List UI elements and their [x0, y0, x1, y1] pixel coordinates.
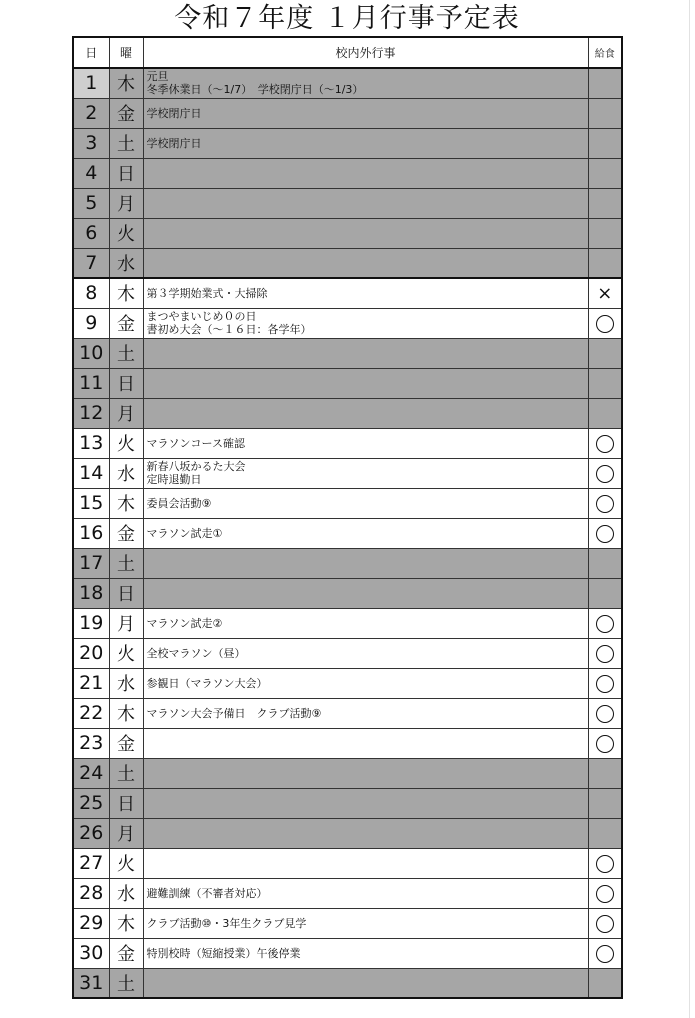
weekday-cell: 日 — [109, 788, 143, 818]
events-cell — [143, 68, 588, 98]
lunch-served-mark — [596, 525, 614, 543]
lunch-served-mark — [596, 915, 614, 933]
events-cell — [143, 248, 588, 278]
day-cell: 5 — [73, 188, 109, 218]
day-cell: 2 — [73, 98, 109, 128]
day-cell: 26 — [73, 818, 109, 848]
day-cell: 23 — [73, 728, 109, 758]
events-cell — [143, 878, 588, 908]
weekday-cell: 水 — [109, 878, 143, 908]
weekday-cell: 日 — [109, 158, 143, 188]
weekday-cell: 木 — [109, 908, 143, 938]
lunch-served-mark — [596, 735, 614, 753]
weekday-cell: 土 — [109, 758, 143, 788]
lunch-cell — [588, 248, 622, 278]
lunch-cell — [588, 368, 622, 398]
lunch-cell — [588, 68, 622, 98]
table-row — [73, 428, 622, 458]
table-row — [73, 278, 622, 308]
lunch-cell — [588, 698, 622, 728]
lunch-served-mark — [596, 855, 614, 873]
event-text: 定時退勤日 — [146, 473, 202, 486]
event-text: 元旦 — [146, 70, 169, 84]
table-row — [73, 128, 622, 158]
weekday-cell: 月 — [109, 818, 143, 848]
lunch-cell — [588, 308, 622, 338]
lunch-cell — [588, 608, 622, 638]
page-title: 令和７年度 １月行事予定表 — [174, 3, 520, 34]
day-cell: 19 — [73, 608, 109, 638]
day-cell: 10 — [73, 338, 109, 368]
event-text: マラソン試走① — [146, 526, 223, 540]
event-text: 新春八坂かるた大会 — [146, 460, 246, 473]
lunch-none-mark: × — [597, 282, 613, 304]
day-cell: 24 — [73, 758, 109, 788]
events-cell — [143, 98, 588, 128]
weekday-cell: 木 — [109, 68, 143, 98]
events-cell — [143, 848, 588, 878]
table-row — [73, 218, 622, 248]
events-cell — [143, 308, 588, 338]
day-cell: 11 — [73, 368, 109, 398]
lunch-served-mark — [596, 615, 614, 633]
event-text: 委員会活動⑨ — [146, 496, 212, 510]
events-cell — [143, 278, 588, 308]
events-cell — [143, 818, 588, 848]
events-cell — [143, 338, 588, 368]
lunch-cell — [588, 638, 622, 668]
day-cell: 14 — [73, 458, 109, 488]
table-row — [73, 308, 622, 338]
weekday-cell: 水 — [109, 668, 143, 698]
lunch-cell — [588, 848, 622, 878]
day-cell: 16 — [73, 518, 109, 548]
lunch-served-mark — [596, 885, 614, 903]
table-row — [73, 338, 622, 368]
lunch-cell — [588, 758, 622, 788]
lunch-cell — [588, 968, 622, 998]
header-events: 校内外行事 — [143, 37, 588, 68]
table-row — [73, 728, 622, 758]
weekday-cell: 月 — [109, 608, 143, 638]
event-text: 書初め大会（～１６日：各学年） — [146, 323, 312, 336]
lunch-cell — [588, 728, 622, 758]
weekday-cell: 木 — [109, 698, 143, 728]
weekday-cell: 水 — [109, 458, 143, 488]
day-cell: 20 — [73, 638, 109, 668]
weekday-cell: 月 — [109, 188, 143, 218]
table-row — [73, 578, 622, 608]
events-cell — [143, 128, 588, 158]
events-cell — [143, 548, 588, 578]
weekday-cell: 金 — [109, 308, 143, 338]
events-cell — [143, 368, 588, 398]
lunch-cell — [588, 878, 622, 908]
events-cell — [143, 218, 588, 248]
table-row — [73, 758, 622, 788]
day-cell: 12 — [73, 398, 109, 428]
event-text: 全校マラソン（昼） — [146, 646, 246, 660]
lunch-cell — [588, 488, 622, 518]
events-cell — [143, 638, 588, 668]
weekday-cell: 金 — [109, 98, 143, 128]
table-row — [73, 818, 622, 848]
schedule-body — [73, 68, 622, 998]
weekday-cell: 土 — [109, 548, 143, 578]
weekday-cell: 木 — [109, 278, 143, 308]
header-row — [73, 37, 622, 68]
events-cell — [143, 488, 588, 518]
table-row — [73, 518, 622, 548]
weekday-cell: 火 — [109, 848, 143, 878]
day-cell: 4 — [73, 158, 109, 188]
lunch-served-mark — [596, 315, 614, 333]
event-text: マラソンコース確認 — [146, 436, 245, 450]
header-lunch: 給食 — [588, 37, 622, 68]
weekday-cell: 月 — [109, 398, 143, 428]
weekday-cell: 火 — [109, 218, 143, 248]
lunch-cell — [588, 818, 622, 848]
events-cell — [143, 968, 588, 998]
day-cell: 8 — [73, 278, 109, 308]
weekday-cell: 土 — [109, 968, 143, 998]
header-weekday: 曜 — [109, 37, 143, 68]
events-cell — [143, 908, 588, 938]
events-cell — [143, 938, 588, 968]
lunch-cell — [588, 518, 622, 548]
table-row — [73, 158, 622, 188]
day-cell: 29 — [73, 908, 109, 938]
lunch-served-mark — [596, 435, 614, 453]
table-row — [73, 188, 622, 218]
table-row — [73, 368, 622, 398]
lunch-cell — [588, 428, 622, 458]
day-cell: 31 — [73, 968, 109, 998]
day-cell: 25 — [73, 788, 109, 818]
event-text: 参観日（マラソン大会） — [146, 676, 268, 690]
lunch-cell — [588, 458, 622, 488]
events-cell — [143, 188, 588, 218]
table-row — [73, 938, 622, 968]
day-cell: 9 — [73, 308, 109, 338]
lunch-served-mark — [596, 675, 614, 693]
weekday-cell: 日 — [109, 368, 143, 398]
spreadsheet-gridlines — [622, 0, 695, 1018]
schedule-table — [72, 36, 623, 999]
day-cell: 7 — [73, 248, 109, 278]
lunch-cell — [588, 398, 622, 428]
table-row — [73, 548, 622, 578]
lunch-cell — [588, 548, 622, 578]
event-text: 第３学期始業式・大掃除 — [146, 286, 268, 300]
lunch-served-mark — [596, 945, 614, 963]
event-text: マラソン大会予備日 クラブ活動⑨ — [146, 706, 322, 720]
lunch-cell — [588, 98, 622, 128]
weekday-cell: 火 — [109, 638, 143, 668]
header-day: 日 — [73, 37, 109, 68]
table-row — [73, 488, 622, 518]
day-cell: 18 — [73, 578, 109, 608]
lunch-cell — [588, 128, 622, 158]
day-cell: 30 — [73, 938, 109, 968]
events-cell — [143, 608, 588, 638]
day-cell: 27 — [73, 848, 109, 878]
day-cell: 22 — [73, 698, 109, 728]
day-cell: 21 — [73, 668, 109, 698]
weekday-cell: 水 — [109, 248, 143, 278]
event-text: 学校閉庁日 — [146, 136, 202, 150]
day-cell: 6 — [73, 218, 109, 248]
events-cell — [143, 788, 588, 818]
weekday-cell: 土 — [109, 338, 143, 368]
event-text: 特別校時（短縮授業）午後停業 — [146, 946, 301, 960]
event-text: まつやまいじめ０の日 — [146, 310, 257, 323]
events-cell — [143, 578, 588, 608]
events-cell — [143, 668, 588, 698]
events-cell — [143, 158, 588, 188]
events-cell — [143, 728, 588, 758]
day-cell: 1 — [73, 68, 109, 98]
table-row — [73, 608, 622, 638]
day-cell: 28 — [73, 878, 109, 908]
table-row — [73, 668, 622, 698]
lunch-cell — [588, 158, 622, 188]
table-row — [73, 68, 622, 98]
lunch-served-mark — [596, 705, 614, 723]
events-cell — [143, 398, 588, 428]
lunch-cell — [588, 938, 622, 968]
weekday-cell: 木 — [109, 488, 143, 518]
weekday-cell: 金 — [109, 728, 143, 758]
lunch-cell — [588, 668, 622, 698]
weekday-cell: 日 — [109, 578, 143, 608]
table-row — [73, 398, 622, 428]
table-row — [73, 458, 622, 488]
lunch-cell — [588, 788, 622, 818]
day-cell: 15 — [73, 488, 109, 518]
event-text: 学校閉庁日 — [146, 106, 202, 120]
table-row — [73, 698, 622, 728]
gridline — [689, 0, 690, 1018]
day-cell: 3 — [73, 128, 109, 158]
events-cell — [143, 518, 588, 548]
events-cell — [143, 458, 588, 488]
weekday-cell: 土 — [109, 128, 143, 158]
event-text: 避難訓練（不審者対応） — [146, 886, 268, 900]
event-text: マラソン試走② — [146, 616, 223, 630]
lunch-cell — [588, 278, 622, 308]
event-text: 冬季休業日（～1/7） 学校閉庁日（～1/3） — [146, 83, 364, 97]
lunch-cell — [588, 218, 622, 248]
table-row — [73, 638, 622, 668]
lunch-served-mark — [596, 465, 614, 483]
weekday-cell: 火 — [109, 428, 143, 458]
table-row — [73, 908, 622, 938]
day-cell: 13 — [73, 428, 109, 458]
event-text: クラブ活動⑩・3年生クラブ見学 — [146, 916, 307, 930]
events-cell — [143, 428, 588, 458]
day-cell: 17 — [73, 548, 109, 578]
events-cell — [143, 698, 588, 728]
lunch-cell — [588, 188, 622, 218]
lunch-cell — [588, 578, 622, 608]
table-row — [73, 848, 622, 878]
table-row — [73, 968, 622, 998]
table-row — [73, 878, 622, 908]
weekday-cell: 金 — [109, 518, 143, 548]
table-row — [73, 248, 622, 278]
lunch-cell — [588, 908, 622, 938]
lunch-cell — [588, 338, 622, 368]
weekday-cell: 金 — [109, 938, 143, 968]
events-cell — [143, 758, 588, 788]
table-row — [73, 788, 622, 818]
lunch-served-mark — [596, 645, 614, 663]
table-row — [73, 98, 622, 128]
lunch-served-mark — [596, 495, 614, 513]
